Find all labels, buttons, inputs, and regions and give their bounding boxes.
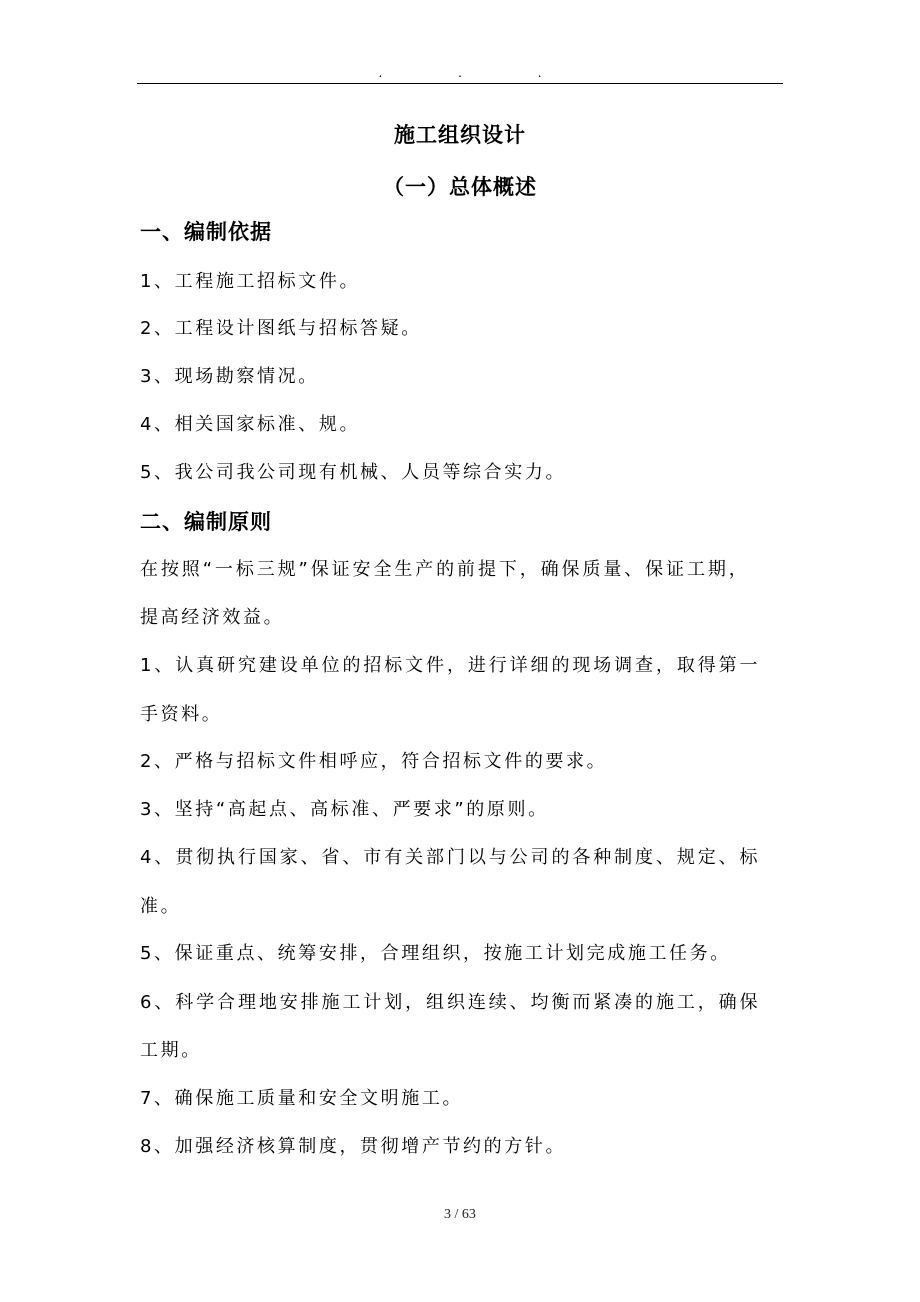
header-rule: [137, 83, 783, 84]
principle-line: 准。: [140, 896, 182, 917]
basis-item-4: 4、相关国家标准、规。: [140, 414, 361, 435]
basis-item-3: 3、现场勘察情况。: [140, 366, 319, 387]
header-dots: . . .: [378, 66, 542, 80]
principle-line: 4、贯彻执行国家、省、市有关部门以与公司的各种制度、规定、标: [140, 847, 761, 868]
principle-line: 1、认真研究建设单位的招标文件，进行详细的现场调查，取得第一: [140, 655, 761, 676]
document-subtitle: （一）总体概述: [383, 175, 537, 199]
basis-item-5: 5、我公司我公司现有机械、人员等综合实力。: [140, 462, 567, 483]
principle-line: 8、加强经济核算制度，贯彻增产节约的方针。: [140, 1136, 567, 1157]
principles-intro-line-1: 在按照“一标三规”保证安全生产的前提下，确保质量、保证工期，: [140, 559, 750, 580]
section-heading-basis: 一、编制依据: [140, 220, 272, 244]
section-heading-principles: 二、编制原则: [140, 510, 272, 534]
principle-line: 6、科学合理地安排施工计划，组织连续、均衡而紧凑的施工，确保: [140, 992, 761, 1013]
page-number: 3 / 63: [444, 1207, 476, 1222]
principle-line: 7、确保施工质量和安全文明施工。: [140, 1088, 464, 1109]
basis-item-1: 1、工程施工招标文件。: [140, 271, 361, 292]
document-title: 施工组织设计: [394, 123, 526, 147]
principle-line: 5、保证重点、统筹安排，合理组织，按施工计划完成施工任务。: [140, 943, 731, 964]
principle-line: 工期。: [140, 1040, 202, 1061]
principle-line: 手资料。: [140, 704, 223, 725]
principles-intro-line-2: 提高经济效益。: [140, 607, 285, 628]
principle-line: 2、严格与招标文件相呼应，符合招标文件的要求。: [140, 751, 608, 772]
basis-item-2: 2、工程设计图纸与招标答疑。: [140, 318, 422, 339]
principle-line: 3、坚持“高起点、高标准、严要求”的原则。: [140, 799, 549, 820]
